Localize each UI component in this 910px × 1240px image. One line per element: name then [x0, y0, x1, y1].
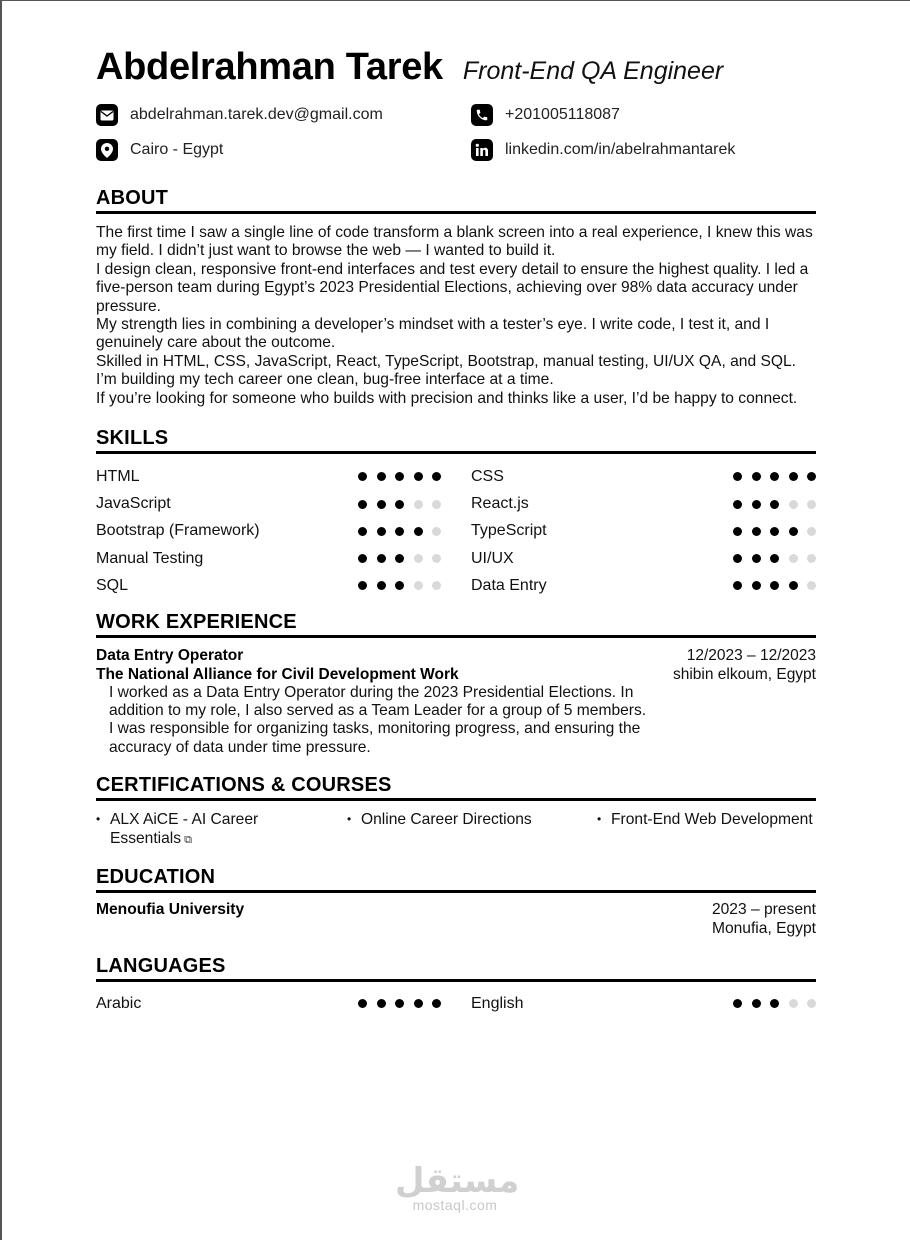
rating-dot-filled	[414, 999, 423, 1008]
rating-dot-filled	[432, 999, 441, 1008]
rating-dot-filled	[377, 999, 386, 1008]
rating-dot-filled	[432, 472, 441, 481]
skill-item	[96, 490, 441, 517]
education-meta	[712, 901, 816, 938]
phone-text: +201005118087	[505, 106, 620, 123]
rating-dot-filled	[358, 500, 367, 509]
skill-rating	[724, 527, 817, 536]
skill-name: JavaScript	[96, 495, 171, 512]
resume-header	[96, 46, 816, 96]
rating-dot-filled	[395, 999, 404, 1008]
rating-dot-empty	[414, 581, 423, 590]
rating-dot-filled	[377, 527, 386, 536]
skill-item	[96, 463, 441, 490]
rating-dot-filled	[770, 581, 779, 590]
rating-dot-filled	[733, 472, 742, 481]
candidate-role: Front-End QA Engineer	[462, 57, 724, 85]
job-dates: 12/2023 – 12/2023	[686, 646, 816, 664]
rating-dot-filled	[377, 581, 386, 590]
skill-name: React.js	[471, 495, 529, 512]
languages-grid	[96, 990, 816, 1017]
about-paragraph: I design clean, responsive front-end interfaces and test every detail to ensure the highest quality. I led a five-person team during Egypt’s 2023 Presidential Elections, achieving over 98% data accuracy under pressure.	[96, 260, 809, 315]
rating-dot-empty	[807, 500, 816, 509]
rating-dot-filled	[733, 999, 742, 1008]
cert-text-wrap	[110, 810, 280, 850]
rating-dot-filled	[414, 472, 423, 481]
about-paragraph: I’m building my tech career one clean, bug-free interface at a time.	[96, 371, 554, 389]
list-item	[347, 810, 597, 850]
skills-grid	[96, 463, 816, 599]
skill-item	[471, 572, 816, 599]
skill-rating	[349, 527, 442, 536]
linkedin-icon	[471, 139, 493, 161]
rating-dot-filled	[733, 527, 742, 536]
external-link-icon[interactable]: ⧉	[184, 834, 192, 847]
watermark-arabic: مستقل	[395, 1161, 520, 1201]
about-title: ABOUT	[96, 186, 816, 214]
language-item	[96, 990, 441, 1017]
rating-dot-filled	[752, 999, 761, 1008]
rating-dot-filled	[395, 581, 404, 590]
rating-dot-filled	[789, 581, 798, 590]
experience-section	[96, 610, 816, 758]
rating-dot-empty	[432, 500, 441, 509]
skill-rating	[349, 472, 442, 481]
skill-rating	[724, 581, 817, 590]
rating-dot-filled	[358, 581, 367, 590]
rating-dot-filled	[733, 554, 742, 563]
skill-rating	[349, 581, 442, 590]
rating-dot-filled	[395, 527, 404, 536]
languages-title: LANGUAGES	[96, 954, 816, 982]
job-location: shibin elkoum, Egypt	[672, 665, 816, 683]
rating-dot-filled	[358, 527, 367, 536]
language-name: Arabic	[96, 994, 142, 1012]
about-text	[96, 224, 816, 408]
skill-item	[471, 490, 816, 517]
skill-item	[471, 518, 816, 545]
skill-item	[96, 518, 441, 545]
about-section	[96, 186, 816, 408]
rating-dot-filled	[752, 554, 761, 563]
rating-dot-filled	[770, 472, 779, 481]
about-paragraph: Skilled in HTML, CSS, JavaScript, React, TypeScript, Bootstrap, manual testing, UI/UX QA, and SQL.	[96, 352, 796, 370]
contact-location	[96, 139, 223, 161]
rating-dot-filled	[395, 472, 404, 481]
location-text: Cairo - Egypt	[130, 141, 224, 158]
job-organization: The National Alliance for Civil Development Work	[96, 665, 459, 683]
email-text: abdelrahman.tarek.dev@gmail.com	[130, 106, 383, 123]
experience-title: WORK EXPERIENCE	[96, 610, 816, 638]
rating-dot-filled	[733, 581, 742, 590]
skill-item	[96, 572, 441, 599]
rating-dot-filled	[770, 500, 779, 509]
bullet-icon: •	[347, 812, 352, 827]
language-name: English	[471, 994, 524, 1012]
language-rating	[349, 999, 442, 1008]
rating-dot-filled	[752, 527, 761, 536]
skill-name: TypeScript	[471, 522, 547, 540]
contact-linkedin[interactable]	[471, 139, 735, 161]
rating-dot-filled	[789, 472, 798, 481]
rating-dot-filled	[358, 554, 367, 563]
rating-dot-filled	[358, 472, 367, 481]
rating-dot-filled	[770, 999, 779, 1008]
languages-section	[96, 954, 816, 1017]
rating-dot-empty	[432, 581, 441, 590]
skill-rating	[349, 500, 442, 509]
certifications-title: CERTIFICATIONS & COURSES	[96, 773, 816, 801]
language-rating	[724, 999, 817, 1008]
skill-item	[471, 463, 816, 490]
rating-dot-empty	[807, 554, 816, 563]
watermark-latin: mostaql.com	[412, 1197, 498, 1213]
skill-rating	[724, 472, 817, 481]
rating-dot-filled	[807, 472, 816, 481]
job-header-row	[96, 646, 816, 665]
rating-dot-empty	[789, 554, 798, 563]
rating-dot-empty	[789, 500, 798, 509]
skill-name: Data Entry	[471, 576, 547, 594]
skill-name: SQL	[96, 576, 129, 594]
certifications-list	[96, 810, 816, 850]
certifications-section	[96, 773, 816, 850]
skill-rating	[349, 554, 442, 563]
rating-dot-filled	[414, 527, 423, 536]
skill-item	[471, 545, 816, 572]
education-section	[96, 865, 816, 938]
rating-dot-empty	[414, 500, 423, 509]
job-description: I worked as a Data Entry Operator during the 2023 Presidential Elections. In addition to my role, I also served as a Team Leader for a group of 5 members. I was responsible for organizing tasks, monitoring progress, and ensuring the accuracy of data under time pressure.	[109, 683, 647, 756]
rating-dot-filled	[752, 581, 761, 590]
linkedin-text: linkedin.com/in/abelrahmantarek	[505, 141, 736, 158]
rating-dot-filled	[733, 500, 742, 509]
rating-dot-filled	[770, 554, 779, 563]
education-dates: 2023 – present	[711, 901, 816, 919]
language-item	[471, 990, 816, 1017]
rating-dot-empty	[789, 999, 798, 1008]
about-paragraph: If you’re looking for someone who builds with precision and thinks like a user, I’d be happy to connect.	[96, 389, 798, 407]
cert-name: Front-End Web Development	[611, 811, 813, 829]
skill-name: Manual Testing	[96, 549, 204, 567]
education-title: EDUCATION	[96, 865, 816, 893]
job-title: Data Entry Operator	[96, 646, 244, 664]
rating-dot-empty	[807, 999, 816, 1008]
cert-name: Online Career Directions	[361, 811, 532, 829]
rating-dot-filled	[377, 500, 386, 509]
skill-name: Bootstrap (Framework)	[96, 522, 260, 540]
rating-dot-empty	[807, 527, 816, 536]
rating-dot-empty	[432, 554, 441, 563]
rating-dot-empty	[807, 581, 816, 590]
cert-name: ALX AiCE - AI Career Essentials	[110, 811, 259, 848]
candidate-name: Abdelrahman Tarek	[96, 46, 443, 88]
rating-dot-filled	[395, 500, 404, 509]
bullet-icon: •	[96, 812, 101, 827]
rating-dot-filled	[377, 472, 386, 481]
skill-name: CSS	[471, 467, 504, 485]
bullet-icon: •	[597, 812, 602, 827]
skills-title: SKILLS	[96, 426, 816, 454]
about-paragraph: The first time I saw a single line of code transform a blank screen into a real experience, I knew this was my field. I didn’t just want to browse the web — I wanted to build it.	[96, 224, 813, 260]
education-location: Monufia, Egypt	[711, 919, 816, 937]
job-entry	[96, 646, 816, 758]
contact-email[interactable]	[96, 104, 383, 126]
rating-dot-filled	[377, 554, 386, 563]
rating-dot-filled	[770, 527, 779, 536]
skill-item	[96, 545, 441, 572]
skill-name: UI/UX	[471, 549, 514, 567]
rating-dot-empty	[432, 527, 441, 536]
watermark-logo	[395, 1161, 520, 1213]
skill-rating	[724, 554, 817, 563]
phone-icon	[471, 104, 493, 126]
school-name: Menoufia University	[96, 901, 245, 919]
rating-dot-filled	[752, 472, 761, 481]
rating-dot-filled	[789, 527, 798, 536]
skill-rating	[724, 500, 817, 509]
about-paragraph: My strength lies in combining a developer’s mindset with a tester’s eye. I write code, I test it, and I genuinely care about the outcome.	[96, 316, 770, 352]
envelope-icon	[96, 104, 118, 126]
rating-dot-filled	[358, 999, 367, 1008]
contact-phone[interactable]	[471, 104, 620, 126]
location-pin-icon	[96, 139, 118, 161]
contact-info	[96, 104, 816, 182]
rating-dot-filled	[395, 554, 404, 563]
skills-section	[96, 426, 816, 599]
skill-name: HTML	[96, 467, 140, 485]
job-org-row	[96, 665, 816, 684]
resume-page	[96, 46, 816, 1017]
education-entry	[96, 901, 816, 938]
list-item	[597, 810, 816, 850]
rating-dot-filled	[752, 500, 761, 509]
rating-dot-empty	[414, 554, 423, 563]
list-item[interactable]	[96, 810, 347, 850]
